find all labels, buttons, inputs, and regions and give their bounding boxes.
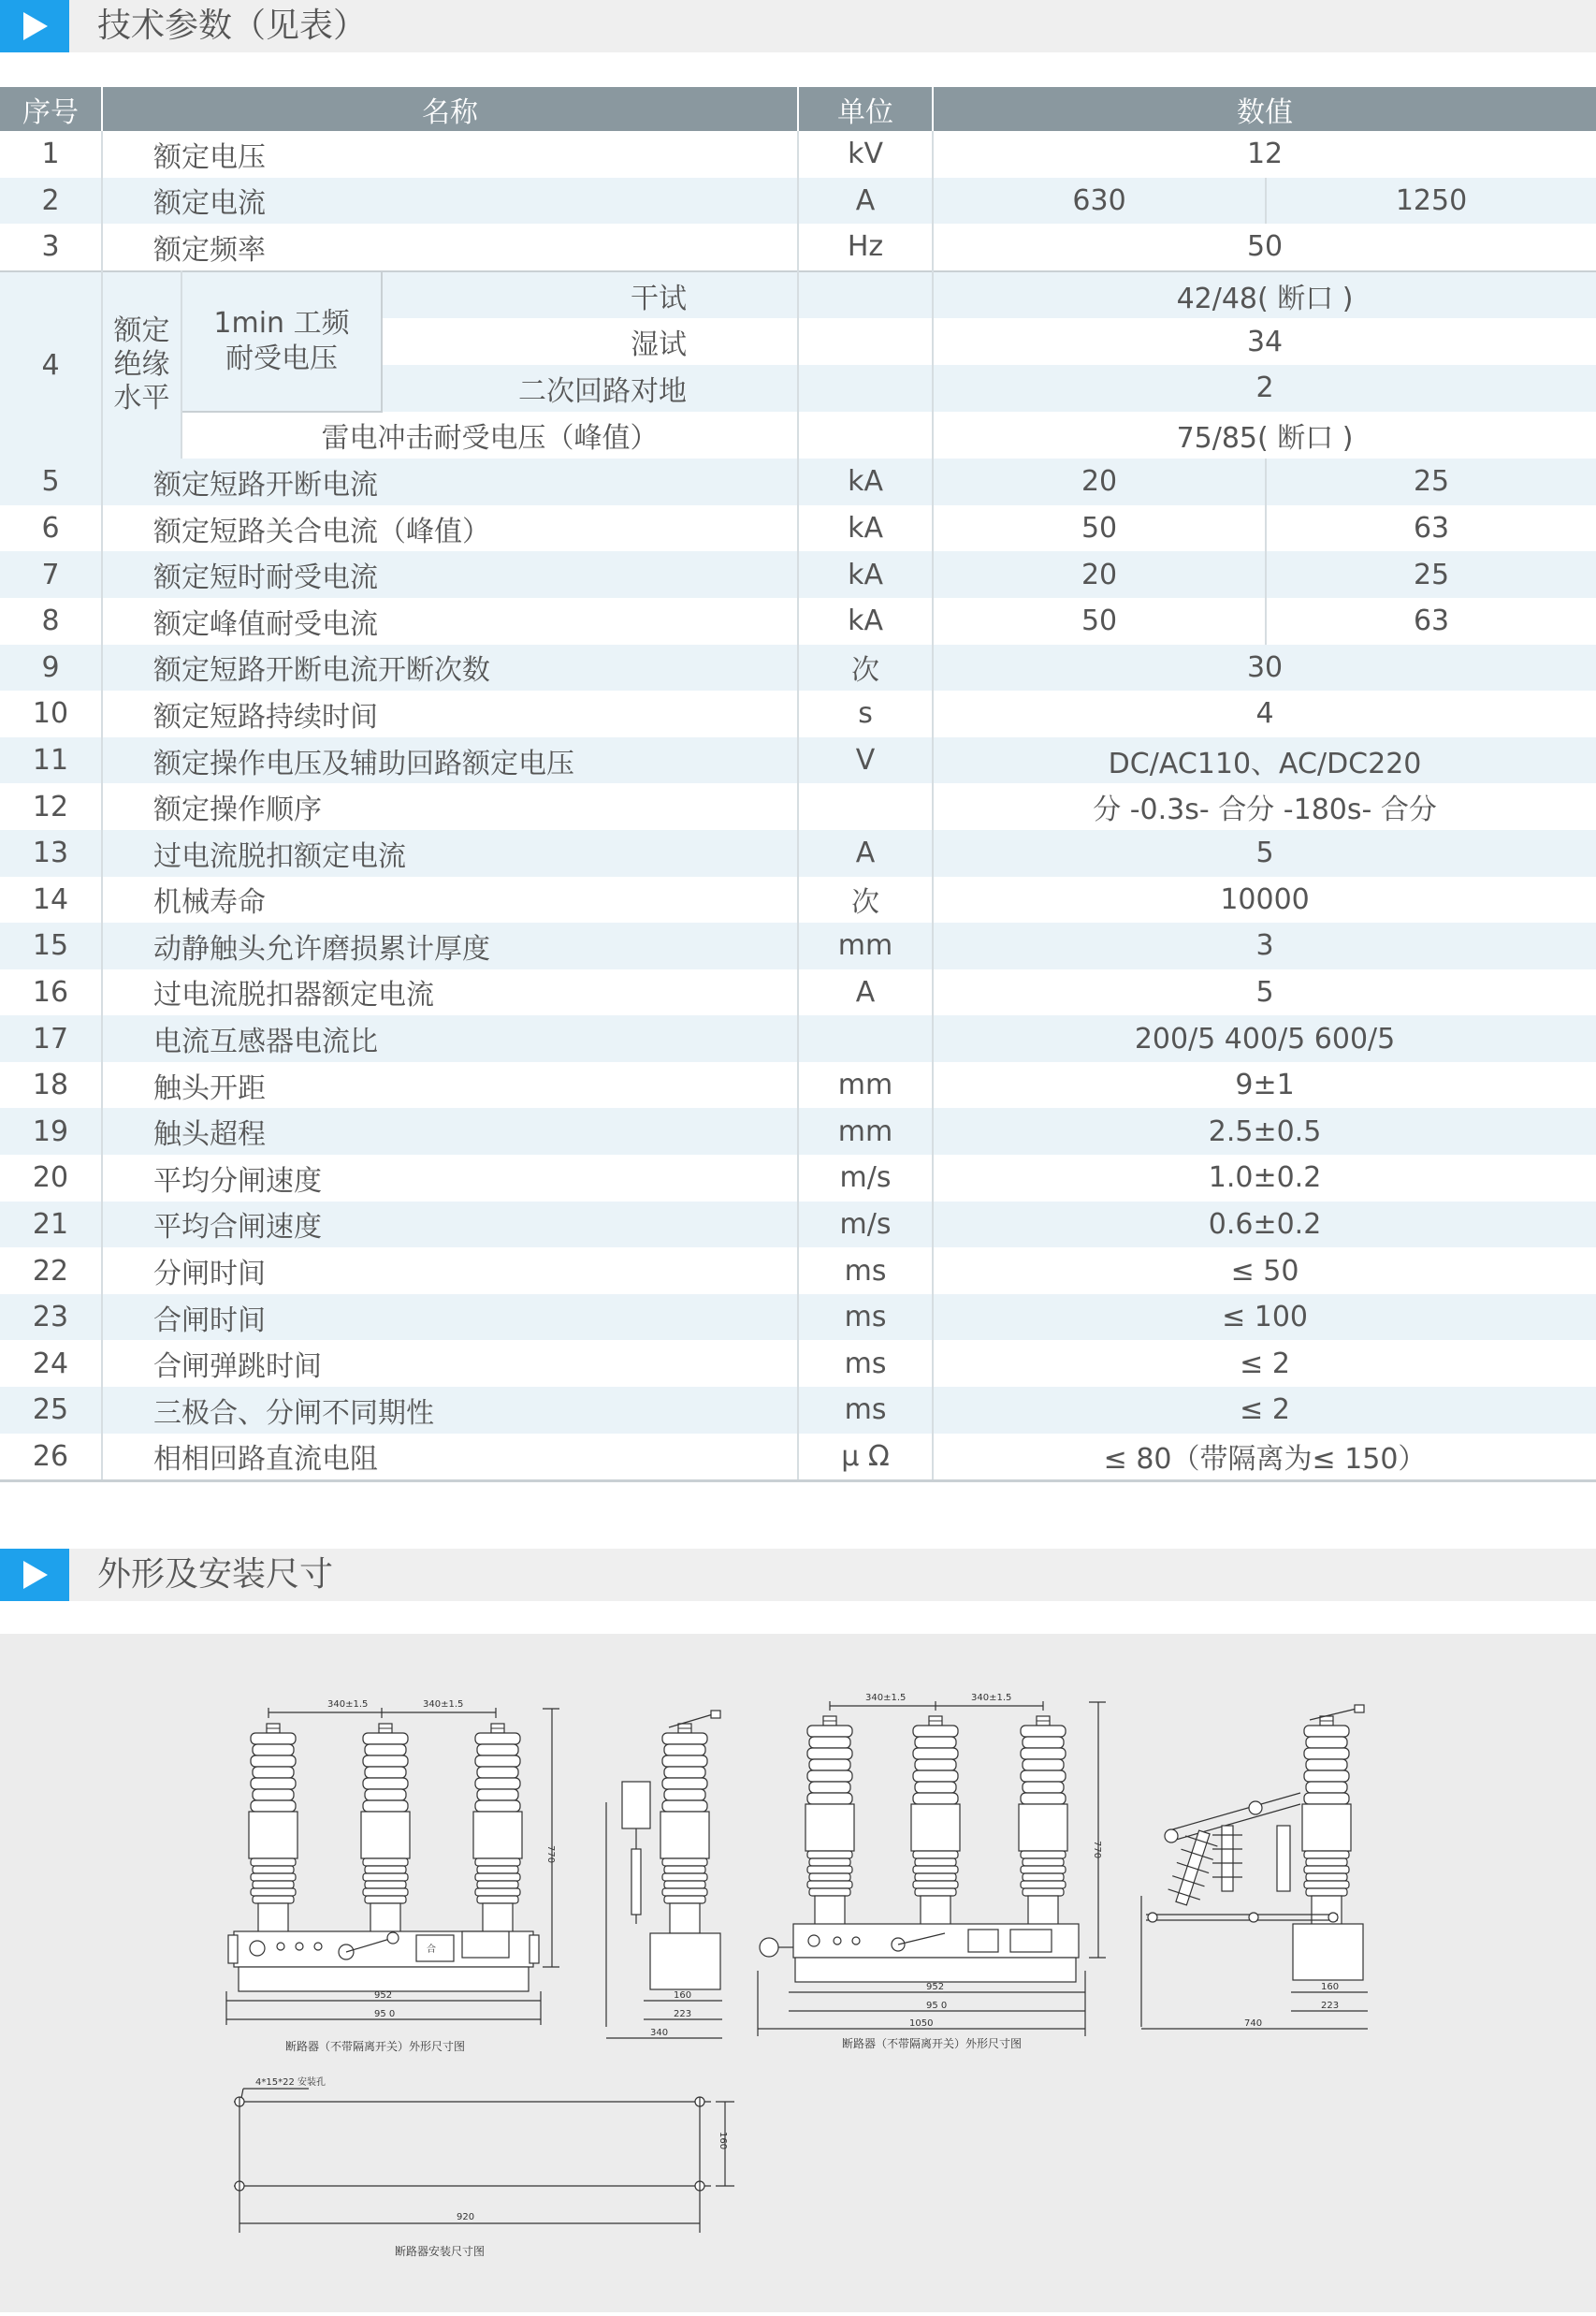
table-row [0,1015,1596,1062]
row-unit: ms [798,1247,933,1294]
row-value-1250a: 25 [1266,459,1596,505]
row-unit: s [798,691,933,737]
row-value: 分 -0.3s- 合分 -180s- 合分 [933,783,1596,830]
table-row [0,923,1596,969]
row-name: 额定短路开断电流开断次数 [102,645,798,692]
table-row [0,877,1596,924]
row-unit: Hz [798,224,933,271]
row-no: 15 [0,923,102,969]
row-name: 过电流脱扣额定电流 [102,830,798,877]
row-unit: ms [798,1387,933,1434]
row-name: 过电流脱扣器额定电流 [102,969,798,1016]
row-name: 额定短路关合电流（峰值） [102,505,798,552]
row-name-wet: 湿试 [382,318,798,365]
row-name: 合闸时间 [102,1294,798,1341]
insulation-group-label: 额定 绝缘 水平 [102,271,181,459]
row-value: 200/5 400/5 600/5 [933,1015,1596,1062]
row-unit: m/s [798,1202,933,1248]
svg-text:160: 160 [1321,1982,1340,1992]
row-value-630a: 50 [933,598,1266,645]
row-unit: m/s [798,1155,933,1202]
row-value: 2 [933,365,1596,412]
row-no: 25 [0,1387,102,1434]
header-unit: 单位 [798,87,933,131]
row-no: 2 [0,178,102,225]
row-unit: kA [798,598,933,645]
table-row-insulation-dry [0,271,1596,319]
row-name-dry: 干试 [382,271,798,319]
row-no: 9 [0,645,102,692]
row-name: 平均合闸速度 [102,1202,798,1248]
row-unit: kV [798,131,933,178]
table-row [0,505,1596,552]
row-value: 1.0±0.2 [933,1155,1596,1202]
row-no: 18 [0,1062,102,1109]
row-unit: kA [798,551,933,598]
row-value-630a: 20 [933,551,1266,598]
svg-text:770: 770 [1092,1841,1102,1859]
svg-text:4*15*22 安装孔: 4*15*22 安装孔 [255,2077,326,2088]
header-value: 数值 [933,87,1596,131]
row-unit [798,783,933,830]
row-value: 12 [933,131,1596,178]
row-value: 10000 [933,877,1596,924]
row-value-630a: 50 [933,505,1266,552]
row-unit: kA [798,505,933,552]
table-row [0,783,1596,830]
row-no: 3 [0,224,102,271]
section-header-specs [0,0,1596,52]
row-name: 额定操作电压及辅助回路额定电压 [102,737,798,784]
row-unit: mm [798,1108,933,1155]
dimension-drawings-panel [0,1634,1596,2312]
row-no: 17 [0,1015,102,1062]
row-name: 机械寿命 [102,877,798,924]
svg-text:95 0: 95 0 [374,2009,396,2019]
row-value-1250a: 63 [1266,598,1596,645]
svg-text:223: 223 [1321,2001,1340,2011]
header-no: 序号 [0,87,102,131]
svg-text:340±1.5: 340±1.5 [423,1699,464,1710]
svg-text:1050: 1050 [909,2018,934,2029]
mounting-hole-drawing [234,2076,734,2258]
table-row [0,1155,1596,1202]
svg-text:340±1.5: 340±1.5 [865,1693,907,1703]
table-row [0,1387,1596,1434]
play-triangle-icon [22,10,50,42]
table-row [0,737,1596,784]
row-value: 5 [933,969,1596,1016]
row-no: 7 [0,551,102,598]
row-value: 34 [933,318,1596,365]
row-name: 额定频率 [102,224,798,271]
row-unit [798,318,933,365]
row-unit [798,271,933,319]
row-unit: A [798,178,933,225]
row-unit: 次 [798,877,933,924]
section-title: 外形及安装尺寸 [97,1555,334,1594]
row-unit [798,1015,933,1062]
svg-text:340±1.5: 340±1.5 [327,1699,369,1710]
row-no: 5 [0,459,102,505]
row-name-lightning: 雷电冲击耐受电压（峰值） [181,412,798,459]
row-value: ≤ 80（带隔离为≤ 150） [933,1434,1596,1481]
table-row [0,969,1596,1016]
row-name: 触头超程 [102,1108,798,1155]
row-name: 额定电流 [102,178,798,225]
row-name: 额定峰值耐受电流 [102,598,798,645]
svg-text:340: 340 [650,2028,669,2038]
row-unit: V [798,737,933,784]
row-name-secondary: 二次回路对地 [382,365,798,412]
power-frequency-label: 1min 工频 耐受电压 [181,271,382,412]
row-value: 42/48( 断口 ) [933,271,1596,319]
dimension-drawings [0,1634,1596,2312]
row-name: 电流互感器电流比 [102,1015,798,1062]
table-row [0,224,1596,271]
row-no: 8 [0,598,102,645]
row-unit: kA [798,459,933,505]
row-unit: mm [798,1062,933,1109]
row-name: 触头开距 [102,1062,798,1109]
row-unit: A [798,969,933,1016]
svg-text:223: 223 [674,2009,692,2019]
table-row-insulation-lightning [0,412,1596,459]
row-no: 16 [0,969,102,1016]
table-row [0,1202,1596,1248]
table-row [0,830,1596,877]
svg-text:160: 160 [674,1990,692,2001]
svg-text:340±1.5: 340±1.5 [971,1693,1012,1703]
row-unit: μ Ω [798,1434,933,1481]
section-title: 技术参数（见表） [97,7,368,45]
front-view-drawing [226,1699,559,2053]
svg-text:合: 合 [427,1945,436,1955]
row-value: 75/85( 断口 ) [933,412,1596,459]
table-row [0,1062,1596,1109]
row-name: 合闸弹跳时间 [102,1340,798,1387]
row-no: 24 [0,1340,102,1387]
row-value: 0.6±0.2 [933,1202,1596,1248]
row-name: 额定短时耐受电流 [102,551,798,598]
table-row [0,1294,1596,1341]
row-name: 额定电压 [102,131,798,178]
row-unit: A [798,830,933,877]
row-value: ≤ 50 [933,1247,1596,1294]
table-row [0,598,1596,645]
row-name: 平均分闸速度 [102,1155,798,1202]
row-no: 11 [0,737,102,784]
table-row [0,1340,1596,1387]
svg-text:770: 770 [545,1845,556,1864]
section-header-dimensions [0,1549,1596,1601]
svg-text:740: 740 [1244,2018,1263,2029]
row-no: 13 [0,830,102,877]
row-no: 10 [0,691,102,737]
row-name: 分闸时间 [102,1247,798,1294]
table-row [0,645,1596,692]
row-name: 额定操作顺序 [102,783,798,830]
row-value: ≤ 100 [933,1294,1596,1341]
row-value: ≤ 2 [933,1387,1596,1434]
row-value: ≤ 2 [933,1340,1596,1387]
row-name: 三极合、分闸不同期性 [102,1387,798,1434]
row-unit: mm [798,923,933,969]
row-value-1250a: 25 [1266,551,1596,598]
svg-text:920: 920 [457,2212,475,2222]
row-value-630a: 630 [933,178,1266,225]
table-header-row [0,87,1596,131]
section-marker [0,1549,69,1601]
row-name: 额定短路开断电流 [102,459,798,505]
svg-text:断路器（不带隔离开关）外形尺寸图: 断路器（不带隔离开关）外形尺寸图 [842,2037,1023,2050]
row-value: 3 [933,923,1596,969]
row-no: 14 [0,877,102,924]
table-row [0,551,1596,598]
row-unit: ms [798,1340,933,1387]
row-no: 23 [0,1294,102,1341]
row-name: 动静触头允许磨损累计厚度 [102,923,798,969]
row-unit: ms [798,1294,933,1341]
side-view-isolator-drawing [1141,1705,1368,2029]
row-name: 相相回路直流电阻 [102,1434,798,1481]
table-row [0,1434,1596,1481]
svg-text:952: 952 [374,1990,393,2001]
row-value-1250a: 63 [1266,505,1596,552]
row-no: 22 [0,1247,102,1294]
table-row [0,459,1596,505]
side-view-drawing [606,1711,722,2038]
row-value: 9±1 [933,1062,1596,1109]
row-value: 2.5±0.5 [933,1108,1596,1155]
table-row [0,1108,1596,1155]
row-no: 20 [0,1155,102,1202]
svg-text:断路器（不带隔离开关）外形尺寸图: 断路器（不带隔离开关）外形尺寸图 [285,2040,466,2053]
row-unit: 次 [798,645,933,692]
row-no: 26 [0,1434,102,1481]
table-row [0,691,1596,737]
row-no: 19 [0,1108,102,1155]
row-value-1250a: 1250 [1266,178,1596,225]
row-unit [798,365,933,412]
table-row [0,178,1596,225]
row-no: 21 [0,1202,102,1248]
row-unit [798,412,933,459]
svg-text:95 0: 95 0 [926,2001,948,2011]
row-no: 1 [0,131,102,178]
row-value-630a: 20 [933,459,1266,505]
header-name: 名称 [102,87,798,131]
row-value: DC/AC110、AC/DC220 [933,737,1596,784]
svg-text:160: 160 [718,2132,728,2150]
row-value: 30 [933,645,1596,692]
row-value: 4 [933,691,1596,737]
row-value: 50 [933,224,1596,271]
table-row [0,1247,1596,1294]
spec-table [0,87,1596,1482]
table-row [0,131,1596,178]
svg-text:断路器安装尺寸图: 断路器安装尺寸图 [395,2245,486,2258]
play-triangle-icon [22,1559,50,1591]
section-marker [0,0,69,52]
row-no: 12 [0,783,102,830]
row-value: 5 [933,830,1596,877]
row-name: 额定短路持续时间 [102,691,798,737]
row-no: 4 [0,271,102,459]
svg-text:952: 952 [926,1982,945,1992]
row-no: 6 [0,505,102,552]
front-view-variant-drawing [758,1693,1106,2050]
